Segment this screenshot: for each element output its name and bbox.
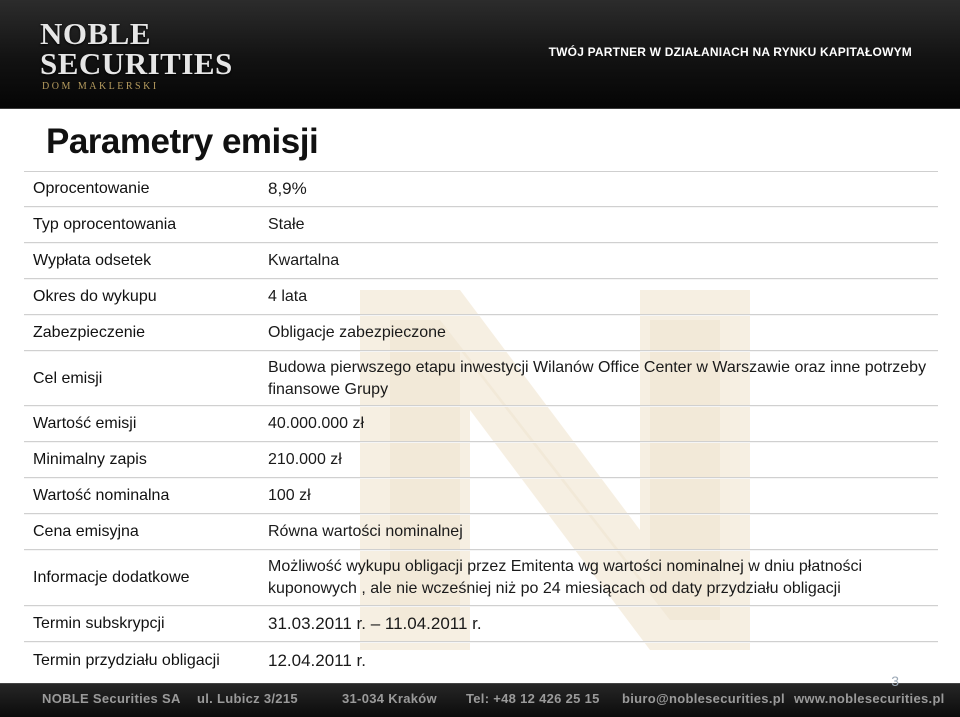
param-label: Oprocentowanie [33,180,150,197]
logo-line-3: DOM MAKLERSKI [42,81,159,92]
param-value: 40.000.000 zł [268,415,365,432]
param-label: Typ oprocentowania [33,216,177,233]
param-label: Cena emisyjna [33,523,139,540]
param-value: Budowa pierwszego etapu inwestycji Wilanów Office Center w Warszawie oraz inne potrzeby finansowe Grupy [268,358,927,398]
param-row-termin-przydzialu [24,642,938,678]
param-row-zabezpieczenie [24,315,938,351]
footer-website-link[interactable]: www.noblesecurities.pl [794,691,945,706]
param-label: Wartość nominalna [33,487,170,504]
params-table [24,171,938,678]
param-label: Minimalny zapis [33,451,147,468]
param-label: Okres do wykupu [33,288,157,305]
param-label: Wypłata odsetek [33,252,152,269]
footer-city: 31-034 Kraków [342,691,437,706]
param-value: 12.04.2011 r. [268,650,366,670]
param-value: 4 lata [268,288,308,305]
param-value: Stałe [268,216,305,233]
param-row-oprocentowanie [24,171,938,207]
param-label: Wartość emisji [33,415,137,432]
param-value: 210.000 zł [268,451,342,468]
param-row-wartosc-emisji [24,406,938,442]
footer-street: ul. Lubicz 3/215 [197,691,298,706]
param-value: Równa wartości nominalnej [268,523,463,540]
noble-securities-logo [40,18,250,94]
page-title: Parametry emisji [46,122,319,161]
footer-bar [0,683,960,717]
param-value: 100 zł [268,487,311,504]
param-label: Cel emisji [33,369,103,387]
param-label: Termin przydziału obligacji [33,651,220,669]
logo-line-2: SECURITIES [40,46,233,81]
page-number: 3 [891,673,899,689]
param-label: Informacje dodatkowe [33,569,190,586]
param-row-termin-subskrypcji [24,606,938,642]
header-bar [0,0,960,109]
footer-phone: Tel: +48 12 426 25 15 [466,691,600,706]
param-row-wartosc-nominalna [24,478,938,514]
param-row-minimalny-zapis [24,442,938,478]
param-value: Obligacje zabezpieczone [268,324,446,341]
param-value: Możliwość wykupu obligacji przez Emitenta wg wartości nominalnej w dniu płatności kuponowych , ale nie wcześniej niż po 24 miesiącach od daty przydziału obligacji [268,558,863,597]
param-value: Kwartalna [268,252,340,269]
param-label: Termin subskrypcji [33,615,165,632]
param-row-wyplata-odsetek [24,243,938,279]
param-row-informacje-dodatkowe [24,550,938,606]
param-row-okres-do-wykupu [24,279,938,315]
logo-line-1: NOBLE [40,16,152,51]
footer-email-link[interactable]: biuro@noblesecurities.pl [622,691,785,706]
footer-company: NOBLE Securities SA [42,691,181,706]
param-row-typ-oprocentowania [24,207,938,243]
param-value: 8,9% [268,179,307,198]
param-value: 31.03.2011 r. – 11.04.2011 r. [268,614,482,633]
param-row-cel-emisji [24,351,938,406]
header-tagline: TWÓJ PARTNER W DZIAŁANIACH NA RYNKU KAPITAŁOWYM [548,45,912,59]
param-row-cena-emisyjna [24,514,938,550]
param-label: Zabezpieczenie [33,324,146,341]
